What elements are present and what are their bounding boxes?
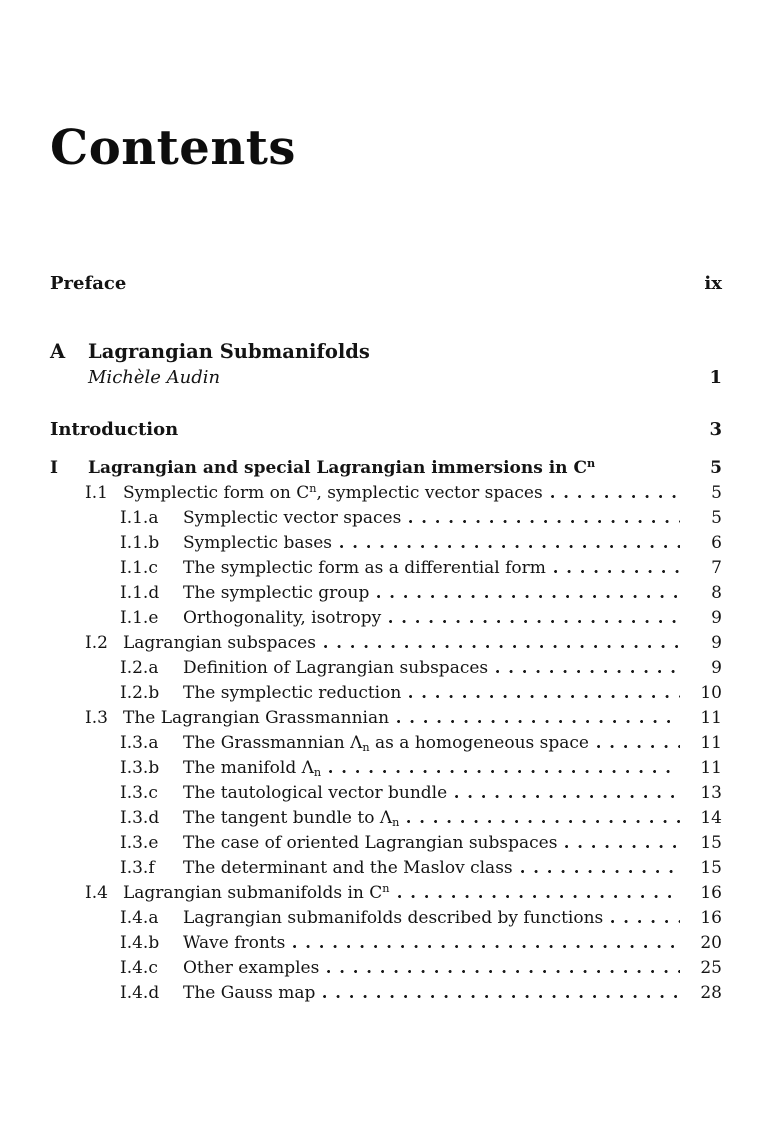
toc-entry [50,881,722,906]
entry-title: The manifold $\Lambda_n$ [183,757,322,779]
toc-entry [50,656,722,681]
entry-label: I.1.c [120,557,158,578]
entry-label: I.1.d [120,582,160,603]
dot-leader [409,520,680,523]
dot-leader [496,670,680,673]
entry-page: 3 [709,418,722,440]
toc-entry [50,981,722,1006]
entry-title: Symplectic bases [183,532,332,553]
entry-page: 16 [700,882,722,903]
dot-leader [611,920,680,923]
entry-title: Michèle Audin [88,366,221,388]
entry-page: 5 [710,457,722,478]
entry-title: Lagrangian Submanifolds [88,339,370,363]
toc-entry [50,338,722,365]
entry-label: I.3 [85,707,108,728]
entry-page: 14 [700,807,722,828]
dot-leader [397,720,680,723]
entry-page: ix [704,272,722,294]
dot-leader [340,545,680,548]
entry-page: 9 [711,632,722,653]
entry-page: 25 [700,957,722,978]
entry-page: 11 [700,732,722,753]
entry-label: I.4.a [120,907,159,928]
entry-title: The tautological vector bundle [183,782,448,803]
entry-title: The Grassmannian $\Lambda_n$ as a homogeneous space [183,732,589,754]
toc-entry [50,481,722,506]
dot-leader [329,770,680,773]
dot-leader [324,645,680,648]
entry-label: I.4.b [120,932,160,953]
toc-entry [50,856,722,881]
entry-page: 15 [700,832,722,853]
dot-leader [603,470,680,473]
entry-title: The case of oriented Lagrangian subspaces [183,832,558,853]
entry-title: Definition of Lagrangian subspaces [183,657,489,678]
entry-title: Lagrangian submanifolds described by functions [183,907,604,928]
entry-page: 16 [700,907,722,928]
entry-page: 6 [711,532,722,553]
entry-page: 28 [700,982,722,1003]
entry-title: The symplectic group [183,582,370,603]
dot-leader [134,286,680,289]
entry-label: I.2.b [120,682,160,703]
entry-page: 9 [711,657,722,678]
entry-title: The symplectic form as a differential form [183,557,546,578]
dot-leader [455,795,680,798]
toc-list [50,271,722,1006]
entry-title: The determinant and the Maslov class [183,857,513,878]
toc-entry [50,581,722,606]
dot-leader [186,432,680,435]
entry-label: I.3.b [120,757,160,778]
entry-label: I [50,457,58,478]
entry-page: 11 [700,757,722,778]
entry-page: 13 [700,782,722,803]
dot-leader [323,995,680,998]
entry-label: I.2.a [120,657,159,678]
toc-entry [50,417,722,442]
toc-entry [50,681,722,706]
toc-entry [50,931,722,956]
entry-label: I.4.d [120,982,160,1003]
toc-entry [50,631,722,656]
toc-entry [50,756,722,781]
toc-entry [50,531,722,556]
entry-label: I.1.b [120,532,160,553]
entry-label: I.3.d [120,807,160,828]
toc-entry [50,706,722,731]
entry-page: 8 [711,582,722,603]
toc-entry [50,606,722,631]
entry-title: Symplectic form on $C^n$, symplectic vector spaces [123,482,543,503]
dot-leader [409,695,680,698]
entry-label: I.1.e [120,607,159,628]
entry-title: The symplectic reduction [183,682,402,703]
dot-leader [378,355,680,358]
dot-leader [389,620,680,623]
toc-entry [50,365,722,391]
entry-label: A [50,339,66,363]
entry-title: Other examples [183,957,320,978]
toc-entry [50,271,722,296]
entry-title: Lagrangian subspaces [123,632,316,653]
dot-leader [228,380,680,383]
entry-label: I.3.e [120,832,159,853]
dot-leader [327,970,680,973]
entry-title: The tangent bundle to $\Lambda_n$ [183,807,400,829]
toc-entry [50,956,722,981]
entry-page: 9 [711,607,722,628]
entry-label: I.3.f [120,857,155,878]
toc-entry [50,506,722,531]
toc-entry [50,731,722,756]
dot-leader [398,895,680,898]
entry-title: Wave fronts [183,932,286,953]
dot-leader [554,570,680,573]
page-title: Contents [50,120,296,176]
entry-label: I.4.c [120,957,158,978]
entry-title: Orthogonality, isotropy [183,607,382,628]
entry-title: Symplectic vector spaces [183,507,402,528]
entry-page: 11 [700,707,722,728]
entry-page: 20 [700,932,722,953]
entry-page: 5 [711,507,722,528]
dot-leader [565,845,680,848]
entry-page: 10 [700,682,722,703]
entry-page: 15 [700,857,722,878]
entry-title: Introduction [50,418,179,440]
entry-page: 5 [711,482,722,503]
toc-entry [50,806,722,831]
entry-title: The Gauss map [183,982,316,1003]
toc-entry [50,906,722,931]
dot-leader [293,945,680,948]
entry-page: 7 [711,557,722,578]
dot-leader [407,820,680,823]
dot-leader [597,745,680,748]
toc-entry [50,831,722,856]
entry-label: I.1.a [120,507,159,528]
entry-label: I.3.c [120,782,158,803]
entry-title: Lagrangian and special Lagrangian immersions in $C^n$ [88,456,596,478]
entry-title: The Lagrangian Grassmannian [123,707,390,728]
dot-leader [377,595,680,598]
dot-leader [551,495,680,498]
entry-title: Preface [50,272,127,294]
toc-entry [50,781,722,806]
entry-page: 1 [709,366,722,388]
toc-entry [50,556,722,581]
entry-label: I.2 [85,632,108,653]
entry-label: I.3.a [120,732,159,753]
entry-label: I.1 [85,482,108,503]
entry-title: Lagrangian submanifolds in $C^n$ [123,882,390,903]
entry-label: I.4 [85,882,108,903]
toc-entry [50,456,722,481]
dot-leader [521,870,680,873]
